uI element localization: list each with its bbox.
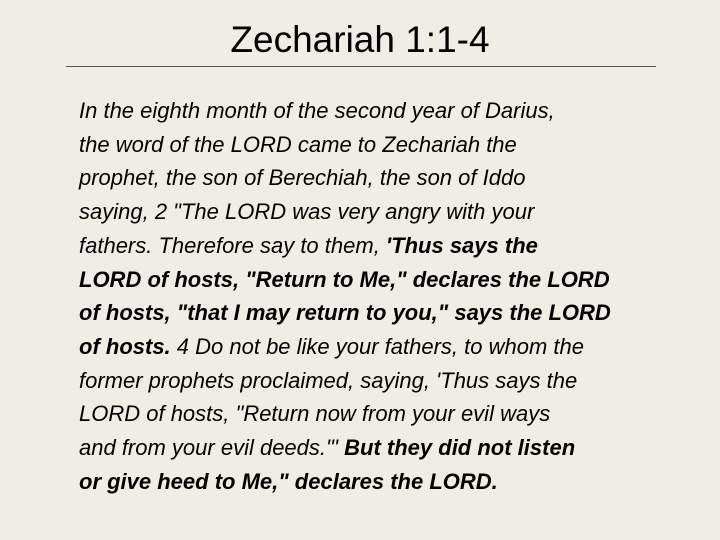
title-divider [66, 66, 656, 67]
text-segment: former prophets proclaimed, saying, 'Thus says the [79, 367, 578, 393]
bold-text-segment: of hosts, "that I may return to you," says the LORD [79, 300, 611, 326]
text-line [79, 465, 679, 499]
text-line [79, 330, 679, 364]
text-line [79, 431, 679, 465]
text-segment: prophet, the son of Berechiah, the son of Iddo [79, 165, 526, 191]
bold-text-segment: LORD of hosts, "Return to Me," declares the LORD [79, 266, 610, 292]
bold-text-segment: of hosts. [79, 333, 171, 359]
text-line [79, 263, 679, 297]
text-segment: the word of the LORD came to Zechariah the [79, 131, 517, 157]
text-segment: In the eighth month of the second year of Darius, [79, 98, 555, 123]
text-line [79, 128, 679, 162]
text-segment: and from your evil deeds."' [79, 435, 345, 461]
text-segment: 4 Do not be like your fathers, to whom the [170, 333, 584, 359]
text-line [79, 397, 679, 431]
text-line [79, 364, 679, 398]
text-segment: LORD of hosts, "Return now from your evil ways [79, 401, 551, 427]
bold-text-segment: or give heed to Me," declares the LORD. [79, 468, 498, 494]
text-segment: saying, 2 "The LORD was very angry with your [79, 199, 535, 225]
text-segment: fathers. Therefore say to them, [79, 232, 386, 258]
text-line [79, 94, 679, 128]
scripture-text [79, 94, 679, 498]
slide-title: Zechariah 1:1-4 [230, 19, 490, 60]
text-line [79, 296, 679, 330]
bold-text-segment: 'Thus says the [385, 232, 538, 258]
text-line [79, 161, 679, 195]
bold-text-segment: But they did not listen [344, 435, 576, 461]
text-line [79, 229, 679, 263]
text-line [79, 195, 679, 229]
